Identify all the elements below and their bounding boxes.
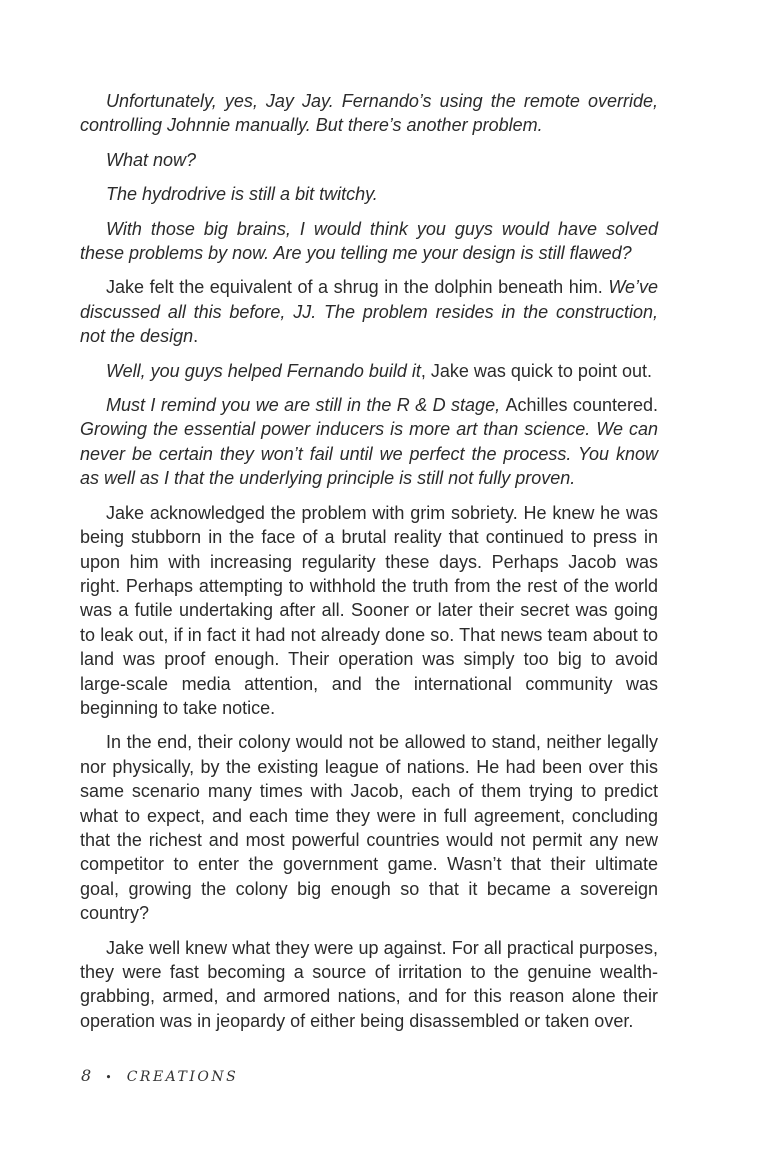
roman-run: , Jake was quick to point out. [420,360,652,381]
italic-run: Growing the essential power inducers is more art than science. We can never be certain they won’t fail until we perfect the process. You know as well as I that the underlying principle is still not fully proven. [80,419,658,489]
roman-run: Jake acknowledged the problem with grim sobriety. He knew he was being stubborn in the face of a brutal reality that continued to press in upon him with increasing regularity these days. Perhaps Jacob was right. Perhaps attempting to withhold the truth from the rest of the world was a futile undertaking after all. Sooner or later their secret was going to leak out, if in fact it had not already done so. That news team about to land was proof enough. Their operation was simply too big to avoid large-scale media attention, and the international community was beginning to take notice. [80,502,658,718]
italic-run: What now? [106,149,197,170]
italic-run: Unfortunately, yes, Jay Jay. Fernando’s using the remote override, controlling Johnnie manually. But there’s another problem. [80,91,658,136]
page-footer [81,1066,238,1085]
paragraph [80,182,658,206]
page-body [80,89,658,1033]
roman-run: In the end, their colony would not be allowed to stand, neither legally nor physically, by the existing league of nations. He had been over this same scenario many times with Jacob, each of them trying to predict what to expect, and each time they were in full agreement, concluding that the richest and most powerful countries would not permit any new competitor to enter the government game. Wasn’t that their ultimate goal, growing the colony big enough so that it became a sovereign country? [80,732,658,924]
italic-run: With those big brains, I would think you guys would have solved these problems by now. Are you telling me your design is still flawed? [80,218,658,264]
roman-run: Jake well knew what they were up against. For all practical purposes, they were fast becoming a source of irritation to the genuine wealth-grabbing, armed, and armored nations, and for this reason alone their operation was in jeopardy of either being disassembled or taken over. [80,937,658,1031]
paragraph [80,393,658,491]
paragraph [80,89,658,138]
book-title: CREATIONS [126,1069,239,1085]
paragraph [80,217,658,266]
italic-run: Must I remind you we are still in the R & D stage, [106,395,506,416]
italic-run: Well, you guys helped Fernando build it [106,360,421,381]
paragraph [80,730,658,925]
roman-run: Achilles countered. [505,395,658,416]
italic-run: The hydrodrive is still a bit twitchy. [106,184,378,205]
paragraph [80,501,658,721]
paragraph [80,275,658,348]
paragraph [80,359,658,383]
italic-run: We’ve discussed all this before, JJ. The problem resides in the construction, not the design [80,277,658,347]
page-number: 8 [81,1066,92,1085]
paragraph [80,936,658,1034]
roman-run: Jake felt the equivalent of a shrug in the dolphin beneath him. [106,277,609,298]
paragraph [80,148,658,172]
footer-bullet-separator: • [105,1071,112,1084]
roman-run: . [193,326,199,347]
